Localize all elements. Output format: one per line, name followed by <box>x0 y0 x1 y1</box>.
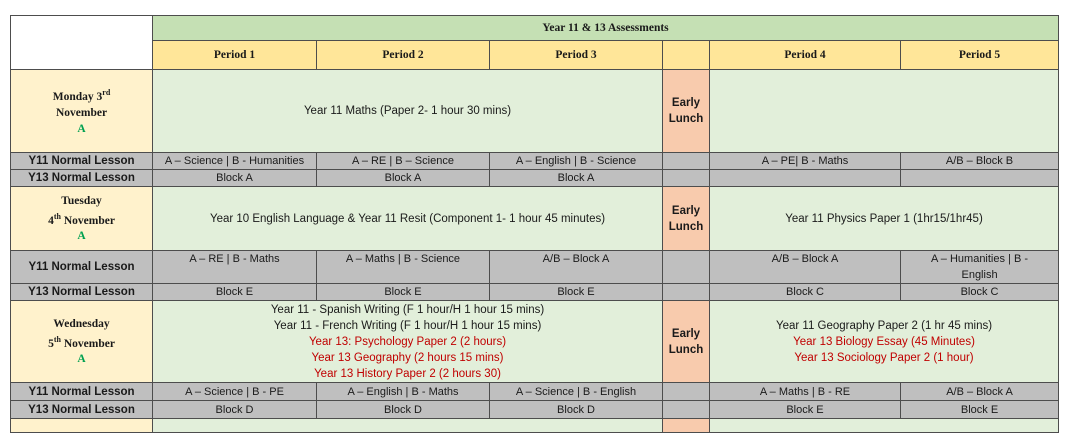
monday-exam-row <box>11 70 1059 153</box>
wednesday-morning-line-2: Year 11 - French Writing (F 1 hour/H 1 hour 15 mins) <box>273 319 542 332</box>
monday-y13-p1: Block A <box>153 170 317 187</box>
tuesday-y13-p5: Block C <box>901 284 1059 301</box>
tuesday-day-suffix: th <box>53 211 61 221</box>
tuesday-y13-p1: Block E <box>153 284 317 301</box>
monday-lunch-line-2: Lunch <box>668 113 704 125</box>
monday-y11-p5: A/B – Block B <box>901 153 1059 170</box>
wednesday-y11-p5: A/B – Block A <box>901 383 1059 401</box>
tuesday-day: Tuesday <box>61 194 102 207</box>
title-row <box>11 16 1059 41</box>
monday-afternoon-exam <box>710 70 1059 153</box>
monday-day-cell <box>11 70 153 153</box>
wednesday-morning-line-3: Year 13: Psychology Paper 2 (2 hours) <box>308 335 507 348</box>
wednesday-day: Wednesday <box>53 317 110 330</box>
period-1-header: Period 1 <box>153 41 317 70</box>
tuesday-week: A <box>77 230 86 243</box>
monday-day-suffix: rd <box>102 88 111 98</box>
next-lunch-cell <box>663 419 710 433</box>
tuesday-y13-p2: Block E <box>317 284 490 301</box>
monday-y11-p2: A – RE | B – Science <box>317 153 490 170</box>
wednesday-lunch-line-2: Lunch <box>668 343 704 356</box>
wednesday-y11-row <box>11 383 1059 401</box>
monday-day: Monday 3 <box>52 90 103 103</box>
tuesday-day-cell <box>11 187 153 251</box>
tuesday-y11-p5: A – Humanities | B - English <box>901 251 1059 284</box>
wednesday-y11-p3: A – Science | B - English <box>490 383 663 401</box>
tuesday-exam-row <box>11 187 1059 251</box>
next-day-cell <box>11 419 153 433</box>
wednesday-y13-lunch <box>663 401 710 419</box>
wednesday-month: November <box>60 337 115 350</box>
next-morning-cell <box>153 419 663 433</box>
wednesday-y11-label: Y11 Normal Lesson <box>11 383 153 401</box>
period-2-header: Period 2 <box>317 41 490 70</box>
tuesday-lunch-line-2: Lunch <box>668 220 704 233</box>
period-header-row <box>11 41 1059 70</box>
tuesday-day-num: 4 <box>48 214 54 227</box>
tuesday-y11-row <box>11 251 1059 284</box>
tuesday-y13-row <box>11 284 1059 301</box>
wednesday-y13-label: Y13 Normal Lesson <box>11 401 153 419</box>
wednesday-lunch-line-1: Early <box>671 327 701 340</box>
table-title: Year 11 & 13 Assessments <box>153 16 1059 41</box>
period-3-header: Period 3 <box>490 41 663 70</box>
wednesday-y13-p3: Block D <box>490 401 663 419</box>
wednesday-afternoon-line-3: Year 13 Sociology Paper 2 (1 hour) <box>794 351 974 364</box>
wednesday-morning-exams <box>153 301 663 383</box>
next-afternoon-cell <box>710 419 1059 433</box>
wednesday-afternoon-line-2: Year 13 Biology Essay (45 Minutes) <box>793 335 975 348</box>
monday-lunch-line-1: Early <box>671 97 701 109</box>
tuesday-y11-p4: A/B – Block A <box>710 251 901 284</box>
tuesday-y11-p3: A/B – Block A <box>490 251 663 284</box>
next-day-row <box>11 419 1059 433</box>
tuesday-y13-lunch <box>663 284 710 301</box>
tuesday-y13-label: Y13 Normal Lesson <box>11 284 153 301</box>
wednesday-y13-row <box>11 401 1059 419</box>
monday-week: A <box>77 122 86 135</box>
monday-y11-label: Y11 Normal Lesson <box>11 153 153 170</box>
corner-cell <box>11 16 153 70</box>
monday-y13-p5 <box>901 170 1059 187</box>
wednesday-day-num: 5 <box>48 337 54 350</box>
wednesday-morning-line-1: Year 11 - Spanish Writing (F 1 hour/H 1 hour 15 mins) <box>270 303 545 316</box>
wednesday-morning-line-4: Year 13 Geography (2 hours 15 mins) <box>311 351 504 364</box>
monday-y11-p1: A – Science | B - Humanities <box>153 153 317 170</box>
wednesday-y13-p1: Block D <box>153 401 317 419</box>
wednesday-y13-p4: Block E <box>710 401 901 419</box>
tuesday-afternoon-exam: Year 11 Physics Paper 1 (1hr15/1hr45) <box>710 187 1059 251</box>
tuesday-y11-p2: A – Maths | B - Science <box>317 251 490 284</box>
monday-lunch <box>663 70 710 153</box>
wednesday-y13-p2: Block D <box>317 401 490 419</box>
wednesday-exam-row <box>11 301 1059 383</box>
tuesday-y11-label: Y11 Normal Lesson <box>11 251 153 284</box>
monday-y13-p3: Block A <box>490 170 663 187</box>
wednesday-y11-p1: A – Science | B - PE <box>153 383 317 401</box>
tuesday-y13-p4: Block C <box>710 284 901 301</box>
wednesday-y11-lunch <box>663 383 710 401</box>
monday-y11-lunch <box>663 153 710 170</box>
lunch-header <box>663 41 710 70</box>
tuesday-y11-p1: A – RE | B - Maths <box>153 251 317 284</box>
monday-y13-label: Y13 Normal Lesson <box>11 170 153 187</box>
wednesday-day-suffix: th <box>53 334 61 344</box>
wednesday-lunch <box>663 301 710 383</box>
monday-y13-lunch <box>663 170 710 187</box>
wednesday-week: A <box>77 353 86 366</box>
monday-y13-p4 <box>710 170 901 187</box>
wednesday-y11-p4: A – Maths | B - RE <box>710 383 901 401</box>
tuesday-month: November <box>60 214 115 227</box>
tuesday-y11-lunch <box>663 251 710 284</box>
wednesday-morning-line-5: Year 13 History Paper 2 (2 hours 30) <box>314 367 501 380</box>
tuesday-y13-p3: Block E <box>490 284 663 301</box>
monday-y13-p2: Block A <box>317 170 490 187</box>
wednesday-afternoon-line-1: Year 11 Geography Paper 2 (1 hr 45 mins) <box>775 319 993 332</box>
monday-y13-row <box>11 170 1059 187</box>
monday-y11-p4: A – PE| B - Maths <box>710 153 901 170</box>
wednesday-y13-p5: Block E <box>901 401 1059 419</box>
wednesday-afternoon-exams <box>710 301 1059 383</box>
monday-y11-p3: A – English | B - Science <box>490 153 663 170</box>
tuesday-lunch <box>663 187 710 251</box>
tuesday-lunch-line-1: Early <box>671 204 701 217</box>
assessment-timetable <box>10 15 1059 433</box>
tuesday-morning-exam: Year 10 English Language & Year 11 Resit (Component 1- 1 hour 45 minutes) <box>153 187 663 251</box>
monday-y11-row <box>11 153 1059 170</box>
monday-month: November <box>55 106 108 119</box>
period-4-header: Period 4 <box>710 41 901 70</box>
wednesday-day-cell <box>11 301 153 383</box>
period-5-header: Period 5 <box>901 41 1059 70</box>
wednesday-y11-p2: A – English | B - Maths <box>317 383 490 401</box>
monday-morning-exam: Year 11 Maths (Paper 2- 1 hour 30 mins) <box>153 70 663 153</box>
